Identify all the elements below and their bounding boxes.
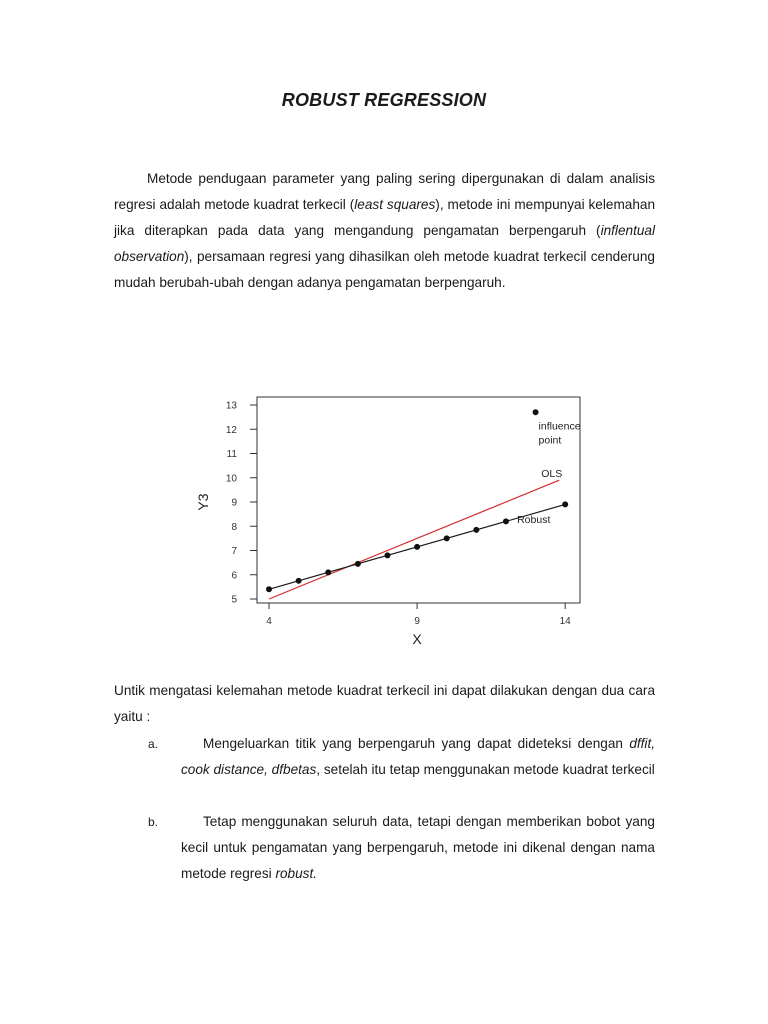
y-axis-label: Y3 [195,493,211,511]
data-point [355,561,361,567]
data-point [414,544,420,550]
list-marker-a: a. [148,737,159,751]
list-b-text-1: Tetap menggunakan seluruh data, tetapi dengan memberikan bobot yang kecil untuk pengamatan yang berpengaruh, metode ini dikenal dengan nama metode regresi [181,814,655,881]
data-point [562,501,568,507]
data-point [384,552,390,558]
list-a-text-1: Mengeluarkan titik yang berpengaruh yang dapat dideteksi dengan [203,736,630,751]
page-title: ROBUST REGRESSION [281,90,487,110]
data-point [503,518,509,524]
x-tick-label: 9 [414,616,420,627]
list-a-italic: dffit, cook distance, dfbetas [181,736,655,777]
chart-annotation: OLS [541,467,563,480]
y-tick-label: 7 [231,546,237,557]
data-point [444,535,450,541]
intro-text-1: Metode pendugaan parameter yang paling sering dipergunakan di dalam analisis regresi adalah metode kuadrat terkecil ( [114,171,655,212]
list-a-text-2: , setelah itu tetap menggunakan metode kuadrat terkecil [316,762,655,777]
intro-paragraph [114,166,655,296]
data-point [266,586,272,592]
y-tick-label: 6 [231,570,237,582]
data-point [325,569,331,575]
data-point [296,578,302,584]
regression-chart [190,386,600,648]
y-tick-label: 5 [231,594,237,606]
y-tick-label: 10 [225,473,237,485]
y-tick-label: 9 [231,497,237,509]
y-tick-label: 13 [225,400,237,412]
y-tick-label: 12 [225,424,237,436]
intro-text-2: ), metode ini mempunyai kelemahan jika diterapkan pada data yang mengandung pengamatan berpengaruh ( [114,197,656,238]
x-tick-label: 4 [266,616,272,627]
chart-annotation: influence [538,420,581,433]
list-item-b [148,809,655,887]
intro-italic-inflentual: inflentual observation [114,223,655,264]
regression-line-ols [269,480,559,599]
method-paragraph: Untik mengatasi kelemahan metode kuadrat terkecil ini dapat dilakukan dengan dua cara yaitu : [114,683,655,724]
x-axis-label: X [412,631,422,647]
list-item-a [148,731,655,783]
x-tick-label: 14 [559,616,571,627]
plot-frame [257,397,580,603]
intro-text-3: ), persamaan regresi yang dihasilkan oleh metode kuadrat terkecil cenderung mudah berubah-ubah dengan adanya pengamatan berpengaruh. [114,249,655,290]
intro-italic-least-squares: least squares [354,197,436,212]
chart-annotation: Robust [517,513,551,526]
data-point [533,409,539,415]
y-tick-label: 11 [226,449,237,460]
data-point [473,527,479,533]
list-marker-b: b. [148,815,159,829]
list-b-italic: robust. [275,866,318,881]
y-tick-label: 8 [231,521,237,533]
chart-annotation: point [538,434,562,447]
